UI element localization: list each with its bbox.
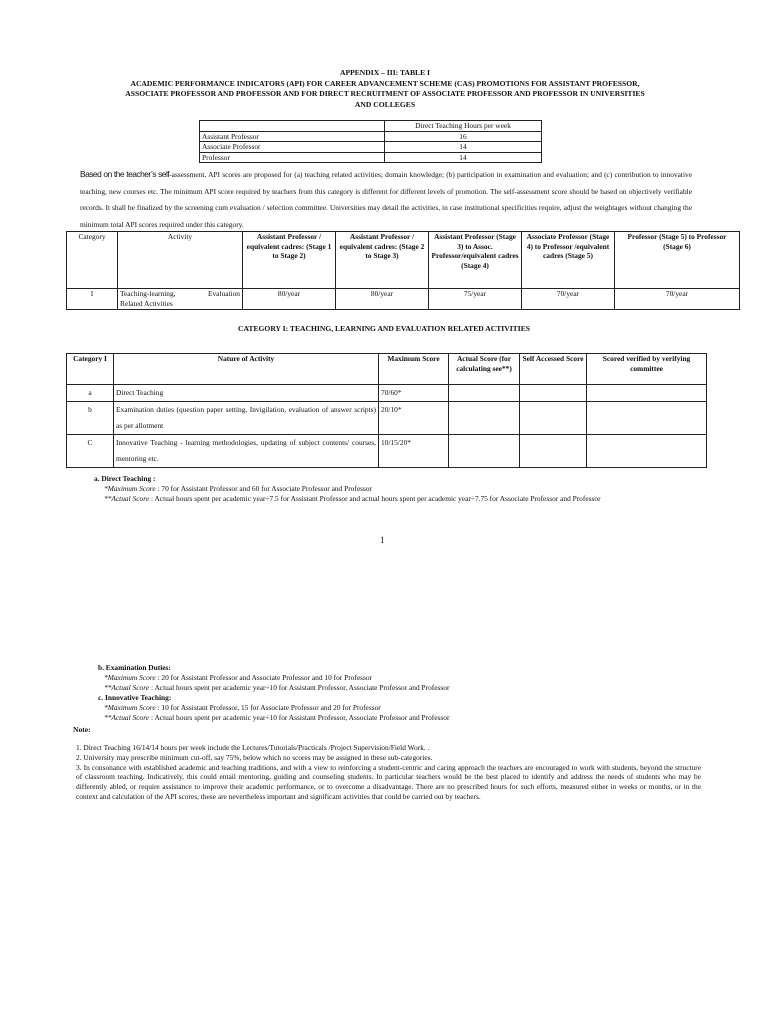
header-activity: Activity bbox=[118, 232, 243, 289]
direct-teaching-title: a. Direct Teaching : bbox=[94, 474, 156, 483]
max-score-text: : 70 for Assistant Professor and 60 for Associate Professor and Professor bbox=[155, 484, 373, 493]
header-nature: Nature of Activity bbox=[114, 354, 379, 385]
role-cell: Associate Professor bbox=[200, 142, 385, 153]
heading-line-3: ASSOCIATE PROFESSOR AND PROFESSOR AND FOR DIRECT RECRUITMENT OF ASSOCIATE PROFESSOR AND PROFESSOR IN UNIVERSITIES bbox=[125, 89, 645, 98]
row-self-score bbox=[520, 385, 587, 402]
role-cell: Professor bbox=[200, 152, 385, 163]
score-stage-5-6: 70/year bbox=[615, 289, 740, 310]
header-stage-3-4: Assistant Professor (Stage 3) to Assoc. Professor/equivalent cadres (Stage 4) bbox=[429, 232, 522, 289]
table-row bbox=[67, 289, 740, 310]
table-header-row bbox=[67, 232, 740, 289]
header-category: Category bbox=[67, 232, 118, 289]
row-nature: Direct Teaching bbox=[114, 385, 379, 402]
hours-cell: 14 bbox=[385, 142, 542, 153]
intro-text: -assessment, API scores are proposed for (a) teaching related activities; domain knowledge; (b) participation in examination and evaluation; and (c) contribution to innovative teaching, new courses etc. The minimum API score required by teachers from this category is different for different levels of promotion. The self-assessment score should be based on objectively verifiable records. It shall be finalized by the screening cum evaluation / selection committee. Universities may detail the activities, in case institutional specificities require, adjust the weightages without changing the minimum total API scores required under this category. bbox=[80, 170, 692, 229]
page-number: 1 bbox=[380, 535, 385, 545]
teaching-hours-table bbox=[199, 120, 542, 163]
header-verified-score: Scored verified by verifying committee bbox=[587, 354, 707, 385]
row-actual-score bbox=[449, 385, 520, 402]
header-max-score: Maximum Score bbox=[379, 354, 449, 385]
table-row bbox=[200, 121, 542, 132]
table-row bbox=[200, 152, 542, 163]
row-self-score bbox=[520, 435, 587, 468]
role-cell: Assistant Professor bbox=[200, 131, 385, 142]
heading-line-2: ACADEMIC PERFORMANCE INDICATORS (API) FOR CAREER ADVANCEMENT SCHEME (CAS) PROMOTIONS FOR ASSISTANT PROFESSOR, bbox=[130, 78, 640, 88]
row-nature: Innovative Teaching - learning methodologies, updating of subject contents/ courses, mentoring etc. bbox=[114, 435, 379, 468]
max-score-label: *Maximum Score bbox=[104, 703, 156, 712]
actual-score-label: **Actual Score bbox=[104, 494, 150, 503]
category-title: CATEGORY I: TEACHING, LEARNING AND EVALUATION RELATED ACTIVITIES bbox=[237, 324, 530, 333]
row-category: b bbox=[67, 402, 114, 435]
activity-part-a: Teaching-learning, bbox=[120, 289, 176, 298]
innovative-title: c. Innovative Teaching: bbox=[98, 693, 172, 702]
activity-part-b: Evaluation bbox=[207, 289, 240, 298]
row-verified-score bbox=[587, 385, 707, 402]
hours-cell: 16 bbox=[385, 131, 542, 142]
heading-line-1: APPENDIX – III: TABLE I bbox=[339, 68, 431, 77]
header-stage-2-3: Assistant Professor / equivalent cadres: (Stage 2 to Stage 3) bbox=[336, 232, 429, 289]
row-max-score: 70/60* bbox=[379, 385, 449, 402]
header-stage-1-2: Assistant Professor / equivalent cadres: (Stage 1 to Stage 2) bbox=[243, 232, 336, 289]
row-category: I bbox=[67, 289, 118, 310]
intro-lead: Based on the teacher’s self bbox=[80, 169, 170, 179]
note-label: Note: bbox=[73, 725, 91, 734]
row-category: a bbox=[67, 385, 114, 402]
row-max-score: 20/10* bbox=[379, 402, 449, 435]
activity-part-c: Related Activities bbox=[120, 298, 173, 308]
row-verified-score bbox=[587, 402, 707, 435]
max-score-label: *Maximum Score bbox=[104, 673, 156, 682]
header-stage-4-5: Associate Professor (Stage 4) to Professor /equivalent cadres (Stage 5) bbox=[522, 232, 615, 289]
table-row bbox=[67, 435, 707, 468]
table-row bbox=[67, 385, 707, 402]
exam-duties-note bbox=[98, 663, 698, 723]
intro-paragraph bbox=[80, 166, 692, 233]
row-nature: Examination duties (question paper setting, Invigilation, evaluation of answer scripts) as per allotment bbox=[114, 402, 379, 435]
header-self-score: Self Accessed Score bbox=[520, 354, 587, 385]
score-stage-1-2: 80/year bbox=[243, 289, 336, 310]
max-score-text: : 20 for Assistant Professor and Associate Professor and 10 for Professor bbox=[155, 673, 373, 682]
footnote-1: 1. Direct Teaching 16/14/14 hours per week include the Lectures/Tutorials/Practicals /Project Supervision/Field Work. . bbox=[76, 743, 430, 752]
table-row bbox=[67, 402, 707, 435]
header-category-1: Category I bbox=[67, 354, 114, 385]
header-stage-5-6: Professor (Stage 5) to Professor (Stage 6) bbox=[615, 232, 740, 289]
footnote-2: 2. University may prescribe minimum cut-off, say 75%, below which no scores may be assigned in these sub-categories. bbox=[76, 752, 433, 762]
actual-score-label: **Actual Score bbox=[104, 713, 150, 722]
row-verified-score bbox=[587, 435, 707, 468]
actual-score-label: **Actual Score bbox=[104, 683, 150, 692]
hours-cell: 14 bbox=[385, 152, 542, 163]
appendix-heading bbox=[60, 68, 710, 110]
table-row bbox=[200, 131, 542, 142]
table-header-row bbox=[67, 354, 707, 385]
row-activity bbox=[118, 289, 243, 310]
activity-score-table bbox=[66, 353, 707, 468]
max-score-label: *Maximum Score bbox=[104, 484, 156, 493]
stage-score-table bbox=[66, 231, 740, 310]
footnotes bbox=[76, 743, 701, 802]
row-actual-score bbox=[449, 402, 520, 435]
actual-score-text: : Actual hours spent per academic year÷10 for Assistant Professor, Associate Professor and Professor bbox=[150, 713, 450, 722]
row-max-score: 10/15/20* bbox=[379, 435, 449, 468]
row-actual-score bbox=[449, 435, 520, 468]
footnote-3: 3. In consonance with established academic and teaching traditions, and with a view to reinforcing a student-centric and caring approach the teachers are encouraged to work with students, beyond the structure of classroom teaching. Indicatively, this could entail mentoring, guiding and counseling students. In particular teachers would be the best placed to identify and address the needs of students who may be differently abled, or require assistance to improve their academic performance, or to overcome a disadvantage. There are no prescribed hours for such efforts, measured either in weeks or months, or in the context and calculation of the API scores, these are nevertheless important and significant activities that could be carried out by teachers. bbox=[76, 762, 701, 801]
table-cell bbox=[200, 121, 385, 132]
row-self-score bbox=[520, 402, 587, 435]
heading-line-4: AND COLLEGES bbox=[354, 99, 416, 109]
table-row bbox=[200, 142, 542, 153]
actual-score-text: : Actual hours spent per academic year÷7.5 for Assistant Professor and actual hours spent per academic year÷7.75 for Associate Professor and Professor bbox=[150, 494, 601, 503]
score-stage-2-3: 80/year bbox=[336, 289, 429, 310]
max-score-text: : 10 for Assistant Professor, 15 for Associate Professor and 20 for Professor bbox=[155, 703, 381, 712]
actual-score-text: : Actual hours spent per academic year÷10 for Assistant Professor, Associate Professor and Professor bbox=[150, 683, 450, 692]
score-stage-3-4: 75/year bbox=[429, 289, 522, 310]
row-category: C bbox=[67, 435, 114, 468]
direct-teaching-note bbox=[94, 474, 734, 504]
hours-header: Direct Teaching Hours per week bbox=[385, 121, 542, 132]
score-stage-4-5: 70/year bbox=[522, 289, 615, 310]
header-actual-score: Actual Score (for calculating see**) bbox=[449, 354, 520, 385]
exam-duties-title: b. Examination Duties: bbox=[98, 663, 171, 672]
